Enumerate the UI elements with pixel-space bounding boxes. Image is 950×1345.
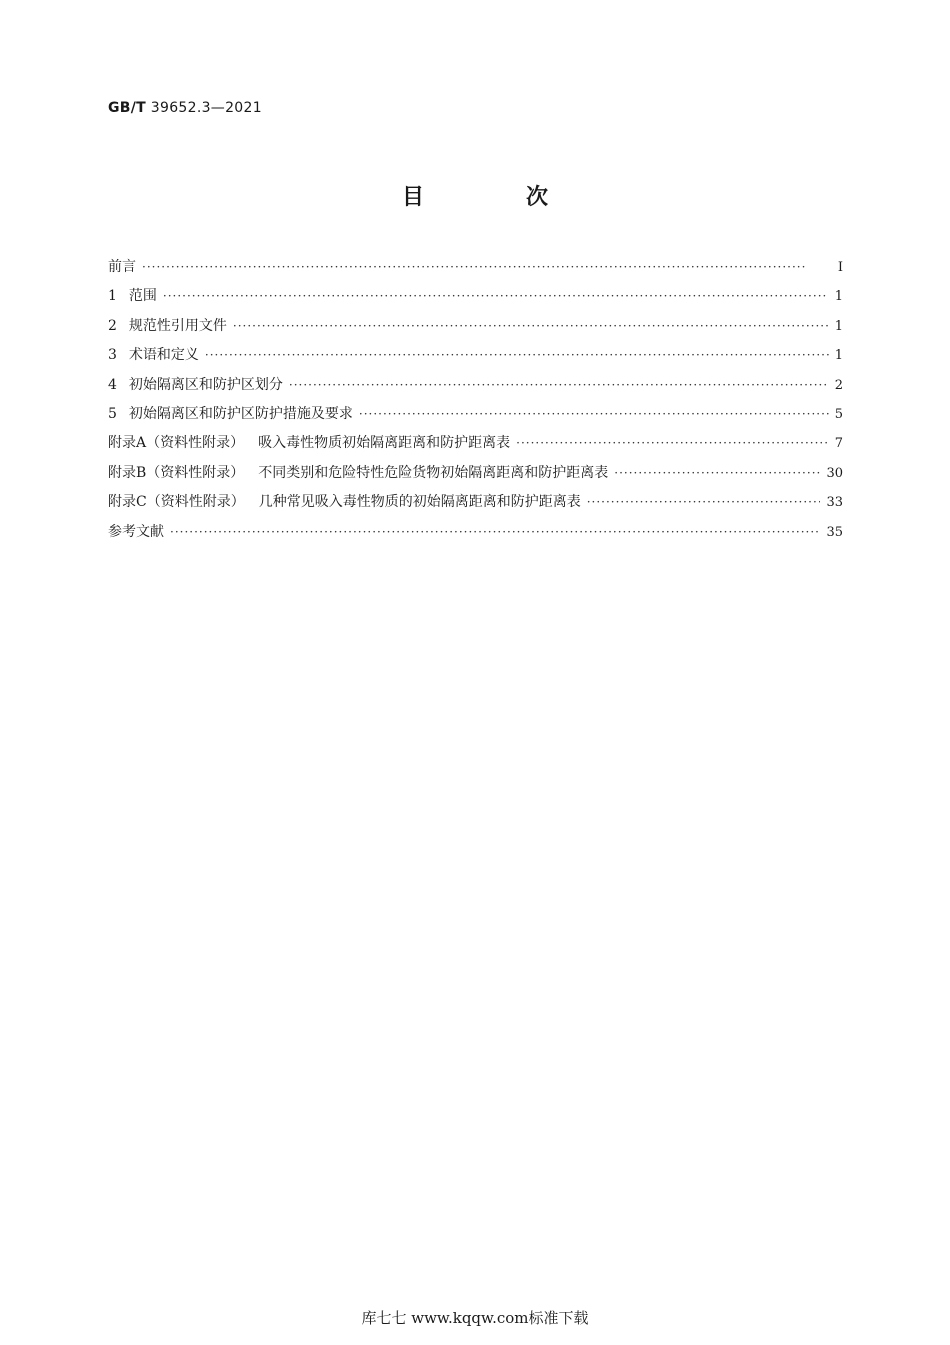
page-title: 目 次 — [401, 185, 588, 210]
toc-text: 吸入毒性物质初始隔离距离和防护距离表 — [258, 435, 511, 452]
toc-page-number: 30 — [826, 465, 843, 481]
toc-leader-dots — [289, 378, 829, 392]
toc-page-number: 5 — [834, 406, 843, 422]
toc-text: 前言 — [108, 259, 136, 275]
toc-label — [108, 521, 164, 541]
toc-entry[interactable] — [108, 256, 843, 285]
footer-watermark: 库七七 www.kqqw.com标准下载 — [361, 1309, 589, 1327]
toc-label — [108, 491, 581, 511]
toc-text: 规范性引用文件 — [128, 317, 227, 334]
toc-entry[interactable] — [108, 315, 843, 344]
toc-leader-dots — [163, 289, 829, 303]
toc-text: 术语和定义 — [128, 347, 199, 364]
toc-appendix-label: 附录B（资料性附录） — [108, 464, 245, 481]
toc-label — [108, 432, 510, 452]
table-of-contents — [108, 256, 843, 550]
toc-text: 初始隔离区和防护区划分 — [128, 376, 283, 393]
toc-entry[interactable] — [108, 521, 843, 550]
toc-section-number: 2 — [108, 317, 117, 334]
standard-prefix: GB/T — [108, 100, 147, 116]
toc-entry[interactable] — [108, 491, 843, 520]
toc-leader-dots — [205, 348, 829, 362]
toc-entry[interactable] — [108, 432, 843, 461]
toc-page-number: 1 — [834, 348, 843, 364]
toc-label — [108, 315, 227, 335]
toc-page-number: 1 — [834, 289, 843, 305]
toc-label — [108, 374, 283, 394]
toc-label — [108, 285, 157, 305]
toc-leader-dots — [587, 495, 821, 509]
toc-leader-dots — [170, 525, 820, 539]
toc-section-number: 3 — [108, 347, 117, 364]
toc-text: 初始隔离区和防护区防护措施及要求 — [128, 405, 353, 422]
toc-entry[interactable] — [108, 374, 843, 403]
toc-text: 范围 — [128, 288, 157, 305]
toc-page-number: Ⅰ — [837, 260, 843, 275]
toc-appendix-label: 附录A（资料性附录） — [108, 435, 245, 452]
toc-page-number: 7 — [834, 436, 843, 452]
toc-section-number: 5 — [108, 405, 117, 422]
toc-leader-dots — [142, 260, 829, 274]
toc-page-number: 2 — [834, 377, 843, 393]
standard-code — [108, 100, 262, 116]
toc-page-number: 1 — [834, 318, 843, 334]
toc-text: 不同类别和危险特性危险货物初始隔离距离和防护距离表 — [258, 464, 609, 481]
toc-leader-dots — [359, 407, 829, 421]
toc-page-number: 33 — [826, 495, 843, 511]
toc-text: 参考文献 — [108, 523, 164, 540]
toc-entry[interactable] — [108, 462, 843, 491]
toc-entry[interactable] — [108, 285, 843, 314]
toc-page-number: 35 — [826, 524, 843, 540]
toc-leader-dots — [233, 319, 829, 333]
toc-appendix-label: 附录C（资料性附录） — [108, 494, 245, 511]
toc-label — [108, 403, 353, 423]
toc-label — [108, 344, 199, 364]
toc-label — [108, 462, 608, 482]
toc-text: 几种常见吸入毒性物质的初始隔离距离和防护距离表 — [258, 494, 581, 511]
toc-label — [108, 256, 136, 276]
toc-entry[interactable] — [108, 403, 843, 432]
toc-entry[interactable] — [108, 344, 843, 373]
toc-section-number: 4 — [108, 376, 117, 393]
toc-section-number: 1 — [108, 288, 117, 305]
toc-leader-dots — [516, 436, 829, 450]
standard-number: 39652.3—2021 — [150, 100, 262, 116]
toc-leader-dots — [614, 466, 820, 480]
